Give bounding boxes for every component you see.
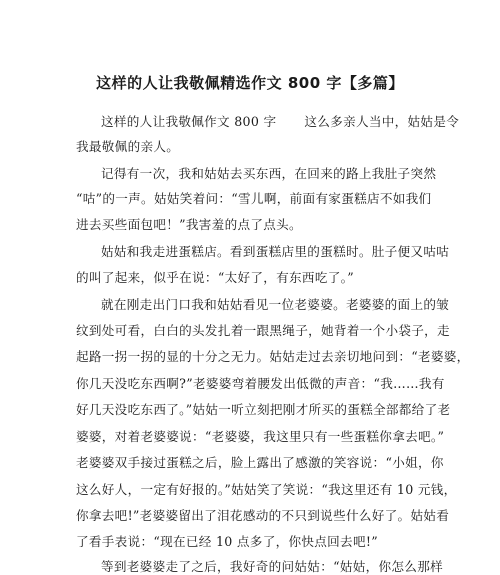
- text-line: 进去买些面包吧！”我害羞的点了点头。: [76, 217, 302, 232]
- page-title: 这样的人让我敬佩精选作文 800 字【多篇】: [96, 74, 404, 92]
- text-line: 了看手表说：“现在已经 10 点多了，你快点回去吧!”: [76, 534, 378, 549]
- text-line: 这么好人，一定有好报的。”姑姑笑了笑说：“我这里还有 10 元钱，: [76, 482, 457, 497]
- text-line: 你拿去吧!”老婆婆留出了泪花感动的不只到说些什么好了。姑姑看: [76, 508, 450, 523]
- text-line-segment: 这样的人让我敬佩作文 800 字: [101, 114, 277, 129]
- text-line-segment: 这么多亲人当中，姑姑是令: [304, 114, 460, 129]
- text-line: 起路一拐一拐的显的十分之无力。姑姑走过去亲切地问到：“老婆婆，: [76, 349, 470, 364]
- text-line: 的叫了起来，似乎在说：“太好了，有东西吃了。”: [76, 270, 354, 285]
- text-line: 等到老婆婆走了之后，我好奇的问姑姑：“姑姑，你怎么那样: [101, 559, 443, 574]
- text-line: 你几天没吃东西啊?”老婆婆弯着腰发出低微的声音：“我……我有: [76, 376, 445, 391]
- text-line: 老婆婆双手接过蛋糕之后，脸上露出了感激的笑容说：“小姐，你: [76, 455, 444, 470]
- text-line: 好几天没吃东西了。”姑姑一听立刻把刚才所买的蛋糕全部都给了老: [76, 402, 451, 417]
- text-line: 就在刚走出门口我和姑姑看见一位老婆婆。老婆婆的面上的皱: [101, 297, 450, 312]
- text-line: “咕”的一声。姑姑笑着问：“雪儿啊，前面有家蛋糕店不如我们: [76, 191, 432, 206]
- text-line: 纹到处可看，白白的头发扎着一跟黑绳子，她背着一个小袋子，走: [76, 323, 450, 338]
- text-line: 婆婆，对着老婆婆说：“老婆婆，我这里只有一些蛋糕你拿去吧。”: [76, 429, 445, 444]
- text-line: 记得有一次，我和姑姑去买东西，在回来的路上我肚子突然: [101, 166, 437, 181]
- text-line: 姑姑和我走进蛋糕店。看到蛋糕店里的蛋糕时。肚子便又咕咕: [101, 244, 450, 259]
- text-line: [101, 114, 459, 130]
- text-line: 我最敬佩的亲人。: [76, 139, 180, 154]
